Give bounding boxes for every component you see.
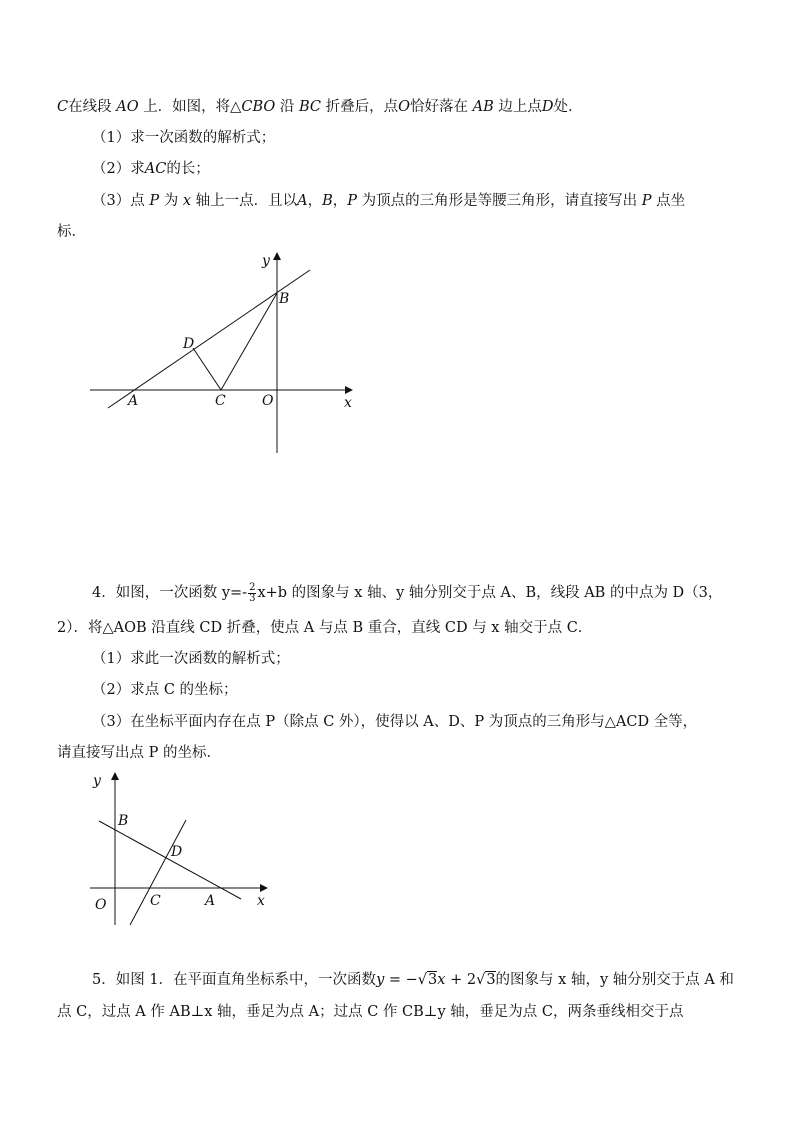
q5-eq-sqrt: 3 [428,972,438,988]
q3-intro-seg: AB [472,99,494,115]
q3-intro-seg: 处． [553,99,583,115]
q3-p3-seg: B [322,193,333,209]
q5-eq-sqrt: 3 [486,972,496,988]
q3-label-o: O [262,393,274,409]
q3-intro-seg: C [57,99,69,115]
q3-p3-seg: x [182,193,192,209]
q4-part3-line2: 请直接写出点 P 的坐标． [57,745,221,761]
q3-intro-line [57,96,583,118]
q4-label-o: O [95,897,107,913]
q4-label-c: C [150,893,161,909]
q4-label-d: D [171,844,183,860]
q3-intro-seg: 在线段 [68,99,112,115]
q4-label-a: A [205,893,216,909]
q3-p3-seg: P [347,193,358,209]
q4-label-x: x [257,893,265,909]
q5-line1-seg: 5．如图 1．在平面直角坐标系中，一次函数 [92,972,377,988]
q4-fraction [248,583,256,604]
q3-p2-seg: AC [144,161,167,177]
q3-p3-seg: 为 [163,193,179,209]
q4-line1-seg: x+b 的图象与 x 轴、y 轴分别交于点 A、B，线段 AB 的中点为 D（3， [257,585,723,601]
q3-intro-seg: D [541,99,554,115]
q4-line1 [92,582,722,604]
q3-segment-dc [193,348,221,390]
q3-p3-seg: 为顶点的三角形是等腰三角形，请直接写出 [361,193,638,209]
q4-label-y: y [93,773,101,789]
q3-intro-seg: CBO [241,99,276,115]
fraction-denominator: 3 [249,592,256,604]
q3-intro-seg: 沿 [279,99,295,115]
q4-figure [85,765,285,935]
q3-p3-seg: 轴上一点．且以 [195,193,298,209]
q3-p3-seg: 点坐 [656,193,686,209]
q4-label-b: B [118,813,129,829]
q3-p3-seg: ， [332,193,348,209]
q5-eq-seg: x [437,972,446,988]
q3-part3-line1 [92,190,685,212]
q3-part3-line2: 标． [57,224,86,240]
q3-label-y: y [262,253,270,269]
q4-part1: （1）求此一次函数的解析式； [92,651,290,667]
q4-line1-seg: 4．如图，一次函数 y=- [92,585,248,601]
fraction-numerator: 2 [249,581,256,593]
q3-intro-seg: BC [298,99,322,115]
q3-figure [80,245,370,465]
q3-part1: （1）求一次函数的解析式； [92,130,276,146]
q5-line1-seg: 的图象与 x 轴，y 轴分别交于点 A 和 [495,972,734,988]
q3-label-a: A [128,393,139,409]
q3-part2 [92,158,210,180]
q3-intro-seg: O [398,99,411,115]
q5-eq-seg: y [376,972,385,988]
q3-segment-cb [221,293,277,390]
q3-p3-seg: P [149,193,160,209]
q4-line-ab [99,821,241,899]
q5-line1: 5．如图 1．在平面直角坐标系中，一次函数y = −√3x + 2√3的图象与 x 轴，y 轴分别交于点 A 和 [92,972,734,988]
q3-p3-seg: P [641,193,652,209]
q3-p2-seg: 的长； [166,161,210,177]
q3-label-d: D [183,336,195,352]
q3-label-b: B [279,291,290,307]
q3-intro-seg: 恰好落在 [410,99,469,115]
q3-p2-seg: （2）求 [92,161,145,177]
q3-label-c: C [215,393,226,409]
q4-part3-line1: （3）在坐标平面内存在点 P（除点 C 外），使得以 A、D、P 为顶点的三角形与△ACD 全等， [92,714,698,730]
q3-intro-seg: 上．如图，将△ [143,99,242,115]
q5-eq-seg: + 2 [445,972,477,988]
q4-part2: （2）求点 C 的坐标； [92,682,238,698]
q5-eq-seg: = − [384,972,418,988]
q3-p3-seg: A [297,193,308,209]
q3-intro-seg: 边上点 [498,99,542,115]
q4-line2: 2）．将△AOB 沿直线 CD 折叠，使点 A 与点 B 重合，直线 CD 与 x 轴交于点 C． [57,620,593,636]
q4-line-cd [130,820,186,925]
q3-p3-seg: ， [307,193,323,209]
q3-intro-seg: 折叠后，点 [325,99,399,115]
q3-intro-seg: AO [116,99,139,115]
q5-line2: 点 C，过点 A 作 AB⊥x 轴，垂足为点 A；过点 C 作 CB⊥y 轴，垂足为点 C，两条垂线相交于点 [57,1004,684,1020]
q3-label-x: x [344,395,352,411]
q3-p3-seg: （3）点 [92,193,145,209]
